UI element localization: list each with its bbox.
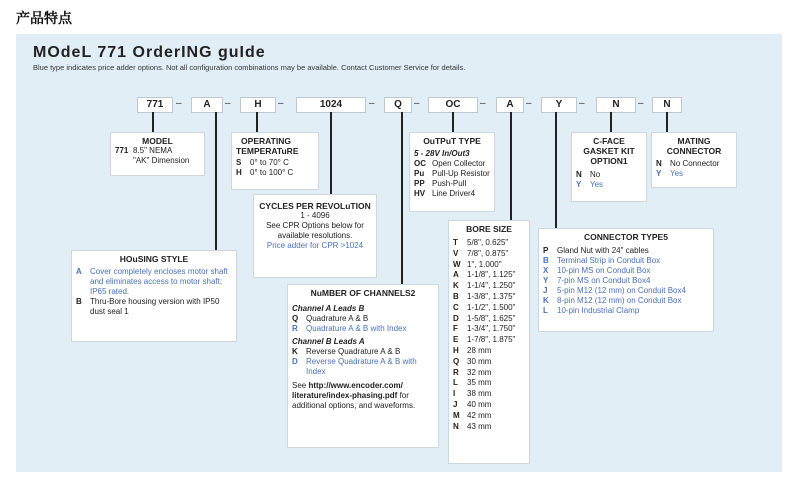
- cface-desc: No: [590, 170, 601, 179]
- leader-line: [256, 112, 258, 134]
- output-code: PP: [414, 179, 425, 188]
- guide-title: MOdeL 771 OrderING guIde: [33, 44, 266, 61]
- cface-desc: Yes: [590, 180, 604, 189]
- bore-code: H: [453, 345, 459, 355]
- bore-code: K: [453, 281, 459, 291]
- bore-code: E: [453, 335, 459, 345]
- bore-code: I: [453, 389, 456, 399]
- connector-desc: 7-pin MS on Conduit Box4: [557, 276, 651, 285]
- leader-line: [610, 112, 612, 132]
- connector-row: [543, 266, 709, 276]
- bore-row: [453, 400, 525, 411]
- connector-code: J: [543, 286, 548, 295]
- mating-desc: No Connector: [670, 159, 720, 168]
- cface-box: [571, 132, 647, 202]
- channels-code: Q: [292, 314, 299, 323]
- bore-row: [453, 303, 525, 314]
- code-dash: –: [526, 98, 532, 109]
- channels-desc: Quadrature A & B with Index: [306, 324, 407, 333]
- connector-header: CONNECTOR TYPE5: [584, 232, 668, 242]
- code-output: OC: [428, 97, 478, 113]
- leader-line: [152, 112, 154, 132]
- bore-row: [453, 249, 525, 260]
- connector-desc: 5-pin M12 (12 mm) on Conduit Box4: [557, 286, 686, 295]
- leader-line: [401, 112, 403, 284]
- cface-header: C-FACE GASKET KIT OPTION1: [583, 136, 635, 166]
- code-model: 771: [137, 97, 173, 113]
- channels-desc: Quadrature A & B: [306, 314, 369, 323]
- mating-header: MATING CONNECTOR: [666, 136, 722, 156]
- bore-code: C: [453, 302, 459, 312]
- temperature-desc: 0° to 100° C: [250, 168, 294, 177]
- bore-desc: 1-5/8", 1.625": [467, 313, 516, 323]
- model-header: MODEL: [142, 136, 173, 146]
- cpr-header: CYCLES PER REVOLuTION: [259, 201, 371, 211]
- bore-row: [453, 238, 525, 249]
- bore-desc: 1-3/8", 1.375": [467, 291, 516, 301]
- bore-desc: 30 mm: [467, 356, 492, 366]
- output-header: OuTPuT TYPE: [423, 136, 481, 146]
- bore-code: F: [453, 324, 458, 334]
- bore-row: [453, 314, 525, 325]
- cpr-range: 1 - 4096: [300, 211, 330, 220]
- connector-row: [543, 286, 709, 296]
- bore-row: [453, 335, 525, 346]
- bore-desc: 43 mm: [467, 421, 492, 431]
- code-dash: –: [579, 98, 585, 109]
- leader-line: [330, 112, 332, 194]
- bore-code: T: [453, 238, 458, 247]
- bore-desc: 5/8", 0.625": [467, 238, 509, 247]
- output-voltage: 5 - 28V In/Out3: [414, 149, 470, 158]
- temperature-code: H: [236, 168, 242, 177]
- bore-desc: 28 mm: [467, 345, 492, 355]
- channels-desc: Reverse Quadrature A & B: [306, 347, 401, 356]
- output-box: [409, 132, 495, 212]
- channels-code: D: [292, 357, 298, 366]
- bore-row: [453, 389, 525, 400]
- channels-group-a: Channel A Leads B: [292, 304, 365, 313]
- bore-code: V: [453, 248, 459, 258]
- connector-desc: 8-pin M12 (12 mm) on Conduit Box: [557, 296, 682, 305]
- connector-row: [543, 276, 709, 286]
- code-dash: –: [414, 98, 420, 109]
- output-desc: Pull-Up Resistor: [432, 169, 490, 178]
- bore-code: R: [453, 367, 459, 377]
- connector-row: [543, 296, 709, 306]
- bore-row: [453, 260, 525, 271]
- leader-line: [215, 112, 217, 250]
- cpr-note: See CPR Options below for available resolutions.: [266, 221, 364, 240]
- output-desc: Push-Pull: [432, 179, 467, 188]
- page-heading: 产品特点: [16, 11, 72, 27]
- code-temperature: H: [240, 97, 276, 113]
- housing-desc: Cover completely encloses motor shaft and eliminates access to motor shaft; IP65 rated.: [90, 267, 228, 296]
- bore-desc: 38 mm: [467, 389, 492, 399]
- model-box: [110, 132, 205, 176]
- output-desc: Line Driver4: [432, 189, 476, 198]
- housing-desc: Thru-Bore housing version with IP50 dust seal 1: [90, 297, 220, 316]
- temperature-box: [231, 132, 319, 190]
- bore-code: N: [453, 421, 459, 431]
- bore-row: [453, 368, 525, 379]
- code-connector: Y: [541, 97, 577, 113]
- bore-code: L: [453, 378, 458, 388]
- temperature-code: S: [236, 158, 242, 167]
- housing-box: [71, 250, 237, 342]
- bore-desc: 1-1/4", 1.250": [467, 281, 516, 291]
- leader-line: [555, 112, 557, 228]
- bore-code: Q: [453, 356, 460, 366]
- connector-code: B: [543, 256, 549, 265]
- code-housing: A: [191, 97, 223, 113]
- model-desc: 8.5" NEMA: [133, 146, 173, 155]
- temperature-header: OPERATING TEMPERATuRE: [236, 136, 299, 156]
- bore-desc: 1-1/8", 1.125": [467, 270, 516, 280]
- channels-box: [287, 284, 439, 448]
- connector-box: [538, 228, 714, 332]
- bore-desc: 32 mm: [467, 367, 492, 377]
- code-dash: –: [480, 98, 486, 109]
- channels-see-text: See: [292, 381, 309, 390]
- connector-code: Y: [543, 276, 549, 285]
- channels-code: K: [292, 347, 298, 356]
- bore-row: [453, 270, 525, 281]
- leader-line: [452, 112, 454, 132]
- connector-desc: Gland Nut with 24" cables: [557, 246, 649, 255]
- bore-desc: 1-1/2", 1.500": [467, 302, 516, 312]
- model-desc: "AK" Dimension: [133, 156, 190, 165]
- bore-row: [453, 422, 525, 433]
- bore-desc: 7/8", 0.875": [467, 248, 509, 258]
- connector-row: [543, 306, 709, 316]
- bore-row: [453, 411, 525, 422]
- bore-box: [448, 220, 530, 464]
- housing-code: B: [76, 297, 82, 306]
- bore-code: B: [453, 291, 459, 301]
- channels-header: NuMBER OF CHANNELS2: [310, 288, 416, 298]
- code-dash: –: [369, 98, 375, 109]
- output-code: Pu: [414, 169, 425, 178]
- index-phasing-link[interactable]: http://www.encoder.com/ literature/index-phasing.pdf: [292, 381, 403, 400]
- output-desc: Open Collector: [432, 159, 486, 168]
- code-bore: A: [496, 97, 524, 113]
- bore-code: A: [453, 270, 459, 280]
- connector-code: P: [543, 246, 549, 255]
- code-channels: Q: [384, 97, 412, 113]
- code-cface: N: [596, 97, 636, 113]
- connector-list: [543, 246, 709, 316]
- code-mating: N: [652, 97, 682, 113]
- bore-row: [453, 281, 525, 292]
- code-dash: –: [638, 98, 644, 109]
- connector-desc: 10-pin Industrial Clamp: [557, 306, 640, 315]
- output-code: HV: [414, 189, 426, 198]
- mating-desc: Yes: [670, 169, 684, 178]
- bore-desc: 1-3/4", 1.750": [467, 324, 516, 334]
- cpr-box: [253, 194, 377, 278]
- model-code: [115, 156, 133, 166]
- cpr-price-adder: Price adder for CPR >1024: [266, 241, 364, 250]
- code-dash: –: [278, 98, 284, 109]
- bore-row: [453, 292, 525, 303]
- bore-code: D: [453, 313, 459, 323]
- output-code: OC: [414, 159, 426, 168]
- bore-desc: 35 mm: [467, 378, 492, 388]
- mating-code: Y: [656, 169, 662, 178]
- code-dash: –: [176, 98, 182, 109]
- model-code: 771: [115, 146, 129, 155]
- connector-code: K: [543, 296, 549, 305]
- cface-code: N: [576, 170, 582, 179]
- bore-code: J: [453, 399, 458, 409]
- mating-box: [651, 132, 737, 188]
- connector-desc: 10-pin MS on Conduit Box: [557, 266, 651, 275]
- channels-code: R: [292, 324, 298, 333]
- bore-code: W: [453, 259, 461, 269]
- leader-line: [510, 112, 512, 220]
- connector-row: [543, 256, 709, 266]
- bore-desc: 42 mm: [467, 410, 492, 420]
- connector-code: L: [543, 306, 548, 315]
- housing-header: HOuSING STYLE: [119, 254, 189, 264]
- leader-line: [666, 112, 668, 132]
- code-cpr: 1024: [296, 97, 366, 113]
- guide-subtitle: Blue type indicates price adder options. Not all configuration combinations may be available. Contact Customer Service for details.: [33, 63, 466, 72]
- bore-row: [453, 378, 525, 389]
- connector-code: X: [543, 266, 549, 275]
- bore-desc: 1", 1.000": [467, 259, 502, 269]
- bore-code: M: [453, 410, 460, 420]
- bore-list: [453, 238, 525, 432]
- bore-desc: 1-7/8", 1.875": [467, 335, 516, 345]
- connector-desc: Terminal Strip in Conduit Box: [557, 256, 661, 265]
- channels-see-text: for additional options, and waveforms.: [292, 391, 416, 410]
- bore-row: [453, 357, 525, 368]
- channels-group-b: Channel B Leads A: [292, 337, 365, 346]
- mating-code: N: [656, 159, 662, 168]
- temperature-desc: 0° to 70° C: [250, 158, 289, 167]
- channels-desc: Reverse Quadrature A & B with Index: [306, 357, 417, 376]
- cface-code: Y: [576, 180, 582, 189]
- bore-header: BORE SIZE: [466, 224, 512, 234]
- bore-row: [453, 324, 525, 335]
- bore-row: [453, 346, 525, 357]
- housing-code: A: [76, 267, 82, 276]
- code-dash: –: [225, 98, 231, 109]
- connector-row: [543, 246, 709, 256]
- bore-desc: 40 mm: [467, 399, 492, 409]
